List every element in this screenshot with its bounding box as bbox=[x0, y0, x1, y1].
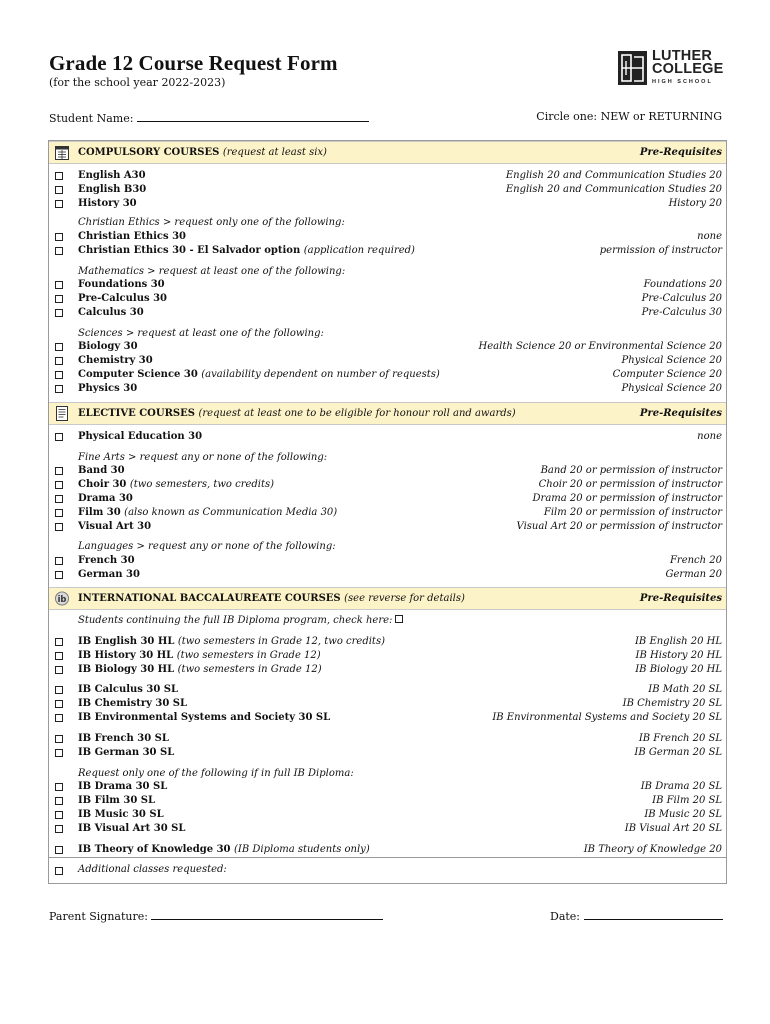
course-checkbox[interactable] bbox=[55, 686, 63, 694]
course-prerequisite: French 20 bbox=[669, 555, 722, 566]
date-field[interactable] bbox=[550, 908, 723, 923]
elective-title: ELECTIVE COURSES (request at least one to be eligible for honour roll and awards) bbox=[78, 408, 516, 419]
course-row[interactable] bbox=[49, 698, 726, 712]
science-note: Sciences > request at least one of the following: bbox=[78, 328, 324, 339]
course-name: English A30 bbox=[78, 170, 146, 181]
date-label: Date: bbox=[550, 910, 581, 923]
course-checkbox[interactable] bbox=[55, 509, 63, 517]
course-checkbox[interactable] bbox=[55, 638, 63, 646]
course-checkbox[interactable] bbox=[55, 200, 63, 208]
course-row[interactable] bbox=[49, 369, 726, 383]
course-name: IB Calculus 30 SL bbox=[78, 684, 179, 695]
course-row[interactable] bbox=[49, 844, 726, 858]
fine-arts-note: Fine Arts > request any or none of the following: bbox=[78, 452, 328, 463]
page-subtitle: (for the school year 2022-2023) bbox=[49, 76, 226, 89]
course-checkbox[interactable] bbox=[55, 357, 63, 365]
course-checkbox[interactable] bbox=[55, 295, 63, 303]
course-checkbox[interactable] bbox=[55, 467, 63, 475]
course-name: Calculus 30 bbox=[78, 307, 144, 318]
course-checkbox[interactable] bbox=[55, 495, 63, 503]
course-row[interactable] bbox=[49, 184, 726, 198]
course-checkbox[interactable] bbox=[55, 783, 63, 791]
course-prerequisite: Pre-Calculus 20 bbox=[641, 293, 722, 304]
course-prerequisite: German 20 bbox=[665, 569, 722, 580]
prereq-label: Pre-Requisites bbox=[639, 147, 722, 158]
course-row[interactable] bbox=[49, 781, 726, 795]
course-name: IB French 30 SL bbox=[78, 733, 169, 744]
logo-wordmark bbox=[652, 50, 724, 76]
course-name: French 30 bbox=[78, 555, 135, 566]
course-row[interactable] bbox=[49, 245, 726, 259]
course-prerequisite: IB Theory of Knowledge 20 bbox=[583, 844, 722, 855]
course-checkbox[interactable] bbox=[55, 735, 63, 743]
course-checkbox[interactable] bbox=[55, 811, 63, 819]
course-name: Pre-Calculus 30 bbox=[78, 293, 167, 304]
course-prerequisite: Choir 20 or permission of instructor bbox=[538, 479, 722, 490]
course-prerequisite: none bbox=[697, 431, 722, 442]
course-prerequisite: IB Film 20 SL bbox=[652, 795, 722, 806]
course-prerequisite: IB Chemistry 20 SL bbox=[622, 698, 722, 709]
course-name: Christian Ethics 30 - El Salvador option (application required) bbox=[78, 245, 415, 256]
course-row[interactable] bbox=[49, 307, 726, 321]
course-checkbox[interactable] bbox=[55, 343, 63, 351]
course-prerequisite: IB German 20 SL bbox=[634, 747, 722, 758]
course-name: Choir 30 (two semesters, two credits) bbox=[78, 479, 275, 490]
additional-classes-label: Additional classes requested: bbox=[78, 864, 227, 875]
course-prerequisite: Visual Art 20 or permission of instructor bbox=[516, 521, 722, 532]
math-note: Mathematics > request at least one of the following: bbox=[78, 266, 346, 277]
course-name: IB Music 30 SL bbox=[78, 809, 164, 820]
course-prerequisite: English 20 and Communication Studies 20 bbox=[505, 170, 722, 181]
course-prerequisite: Physical Science 20 bbox=[621, 383, 722, 394]
prereq-label: Pre-Requisites bbox=[639, 408, 722, 419]
course-prerequisite: Foundations 20 bbox=[643, 279, 722, 290]
course-name: Film 30 (also known as Communication Media 30) bbox=[78, 507, 338, 518]
course-row[interactable] bbox=[49, 293, 726, 307]
course-row[interactable] bbox=[49, 684, 726, 698]
additional-classes[interactable] bbox=[49, 857, 726, 882]
course-row[interactable] bbox=[49, 650, 726, 664]
course-prerequisite: English 20 and Communication Studies 20 bbox=[505, 184, 722, 195]
course-name: IB History 30 HL (two semesters in Grade 12) bbox=[78, 650, 321, 661]
course-name: IB Drama 30 SL bbox=[78, 781, 168, 792]
course-checkbox[interactable] bbox=[55, 557, 63, 565]
course-name: German 30 bbox=[78, 569, 140, 580]
svg-text:ib: ib bbox=[57, 593, 67, 604]
school-logo bbox=[618, 50, 722, 88]
student-name-blank[interactable] bbox=[137, 110, 369, 122]
course-name: IB Chemistry 30 SL bbox=[78, 698, 188, 709]
course-name: IB Biology 30 HL (two semesters in Grade 12) bbox=[78, 664, 322, 675]
course-checkbox[interactable] bbox=[55, 385, 63, 393]
course-checkbox[interactable] bbox=[55, 797, 63, 805]
course-row[interactable] bbox=[49, 636, 726, 650]
student-name-label: Student Name: bbox=[49, 112, 134, 125]
course-row[interactable] bbox=[49, 198, 726, 212]
circle-one-text: Circle one: NEW or RETURNING bbox=[536, 110, 722, 123]
course-checkbox[interactable] bbox=[55, 666, 63, 674]
course-row[interactable] bbox=[49, 795, 726, 809]
ib-arts-note: Request only one of the following if in full IB Diploma: bbox=[78, 768, 354, 779]
course-checkbox[interactable] bbox=[55, 172, 63, 180]
parent-signature-label: Parent Signature: bbox=[49, 910, 148, 923]
compulsory-title: COMPULSORY COURSES (request at least six) bbox=[78, 147, 327, 158]
course-prerequisite: Computer Science 20 bbox=[612, 369, 722, 380]
course-name: IB Visual Art 30 SL bbox=[78, 823, 186, 834]
course-prerequisite: IB English 20 HL bbox=[634, 636, 722, 647]
course-prerequisite: IB French 20 SL bbox=[638, 733, 722, 744]
course-checkbox[interactable] bbox=[55, 281, 63, 289]
course-row[interactable] bbox=[49, 431, 726, 445]
page-title: Grade 12 Course Request Form bbox=[49, 51, 338, 75]
course-checkbox[interactable] bbox=[55, 846, 63, 854]
course-prerequisite: IB Drama 20 SL bbox=[640, 781, 722, 792]
course-name: Computer Science 30 (availability dependent on number of requests) bbox=[78, 369, 440, 380]
course-name: Visual Art 30 bbox=[78, 521, 152, 532]
parent-signature-field[interactable] bbox=[49, 908, 383, 923]
course-prerequisite: Health Science 20 or Environmental Science 20 bbox=[478, 341, 722, 352]
course-prerequisite: Film 20 or permission of instructor bbox=[543, 507, 722, 518]
course-checkbox[interactable] bbox=[55, 481, 63, 489]
course-name: Physical Education 30 bbox=[78, 431, 203, 442]
calendar-icon bbox=[55, 145, 69, 160]
course-name: Foundations 30 bbox=[78, 279, 165, 290]
course-row[interactable] bbox=[49, 712, 726, 726]
course-checkbox[interactable] bbox=[55, 233, 63, 241]
course-row[interactable] bbox=[49, 231, 726, 245]
ib-full-diploma-checkbox[interactable] bbox=[395, 615, 403, 623]
course-name: History 30 bbox=[78, 198, 137, 209]
course-row[interactable] bbox=[49, 465, 726, 479]
student-name-field[interactable] bbox=[49, 110, 369, 125]
logo-line-1: LUTHER bbox=[652, 48, 713, 64]
course-name: IB Theory of Knowledge 30 (IB Diploma students only) bbox=[78, 844, 370, 855]
course-name: IB Film 30 SL bbox=[78, 795, 156, 806]
course-name: IB English 30 HL (two semesters in Grade 12, two credits) bbox=[78, 636, 385, 647]
course-row[interactable] bbox=[49, 383, 726, 397]
logo-emblem-icon bbox=[618, 51, 647, 85]
course-name: IB German 30 SL bbox=[78, 747, 175, 758]
course-prerequisite: permission of instructor bbox=[599, 245, 722, 256]
course-prerequisite: IB Biology 20 HL bbox=[635, 664, 722, 675]
course-row[interactable] bbox=[49, 493, 726, 507]
ib-logo-icon bbox=[55, 591, 69, 606]
course-checkbox[interactable] bbox=[55, 309, 63, 317]
course-checkbox[interactable] bbox=[55, 825, 63, 833]
ib-title: INTERNATIONAL BACCALAUREATE COURSES (see reverse for details) bbox=[78, 593, 465, 604]
course-prerequisite: Band 20 or permission of instructor bbox=[540, 465, 722, 476]
elective-header bbox=[49, 402, 726, 425]
course-name: Christian Ethics 30 bbox=[78, 231, 187, 242]
course-checkbox[interactable] bbox=[55, 749, 63, 757]
course-name: English B30 bbox=[78, 184, 147, 195]
logo-line-2: COLLEGE bbox=[652, 61, 724, 77]
course-name: Physics 30 bbox=[78, 383, 138, 394]
course-prerequisite: none bbox=[697, 231, 722, 242]
course-name: Drama 30 bbox=[78, 493, 133, 504]
course-checkbox[interactable] bbox=[55, 371, 63, 379]
course-prerequisite: IB Math 20 SL bbox=[648, 684, 722, 695]
checkbox[interactable] bbox=[55, 867, 63, 875]
course-checkbox[interactable] bbox=[55, 523, 63, 531]
parent-signature-blank[interactable] bbox=[151, 908, 383, 920]
course-checkbox[interactable] bbox=[55, 700, 63, 708]
course-row[interactable] bbox=[49, 279, 726, 293]
course-prerequisite: IB Visual Art 20 SL bbox=[624, 823, 722, 834]
course-checkbox[interactable] bbox=[55, 247, 63, 255]
course-row[interactable] bbox=[49, 664, 726, 678]
course-row[interactable] bbox=[49, 809, 726, 823]
course-checkbox[interactable] bbox=[55, 714, 63, 722]
course-prerequisite: Physical Science 20 bbox=[621, 355, 722, 366]
languages-note: Languages > request any or none of the following: bbox=[78, 541, 336, 552]
course-row[interactable] bbox=[49, 555, 726, 569]
course-row[interactable] bbox=[49, 823, 726, 837]
course-checkbox[interactable] bbox=[55, 186, 63, 194]
course-row[interactable] bbox=[49, 733, 726, 747]
course-checkbox[interactable] bbox=[55, 433, 63, 441]
course-checkbox[interactable] bbox=[55, 571, 63, 579]
course-row[interactable] bbox=[49, 507, 726, 521]
compulsory-header bbox=[49, 141, 726, 164]
course-row[interactable] bbox=[49, 747, 726, 761]
ib-header bbox=[49, 587, 726, 610]
course-prerequisite: Pre-Calculus 30 bbox=[641, 307, 722, 318]
course-prerequisite: History 20 bbox=[668, 198, 722, 209]
logo-line-3: HIGH SCHOOL bbox=[652, 79, 713, 85]
course-name: Band 30 bbox=[78, 465, 125, 476]
course-row[interactable] bbox=[49, 355, 726, 369]
course-name: Chemistry 30 bbox=[78, 355, 153, 366]
course-row[interactable] bbox=[49, 170, 726, 184]
document-icon bbox=[55, 406, 69, 421]
course-prerequisite: IB Environmental Systems and Society 20 SL bbox=[492, 712, 722, 723]
course-form bbox=[48, 140, 727, 884]
course-prerequisite: Drama 20 or permission of instructor bbox=[532, 493, 722, 504]
course-prerequisite: IB History 20 HL bbox=[635, 650, 722, 661]
course-name: Biology 30 bbox=[78, 341, 138, 352]
course-row[interactable] bbox=[49, 479, 726, 493]
course-name: IB Environmental Systems and Society 30 SL bbox=[78, 712, 331, 723]
date-blank[interactable] bbox=[584, 908, 723, 920]
ib-full-diploma-note: Students continuing the full IB Diploma program, check here: bbox=[78, 615, 403, 626]
course-checkbox[interactable] bbox=[55, 652, 63, 660]
course-prerequisite: IB Music 20 SL bbox=[644, 809, 722, 820]
prereq-label: Pre-Requisites bbox=[639, 593, 722, 604]
course-row[interactable] bbox=[49, 521, 726, 535]
ethics-note: Christian Ethics > request only one of the following: bbox=[78, 217, 345, 228]
course-row[interactable] bbox=[49, 569, 726, 583]
course-row[interactable] bbox=[49, 341, 726, 355]
